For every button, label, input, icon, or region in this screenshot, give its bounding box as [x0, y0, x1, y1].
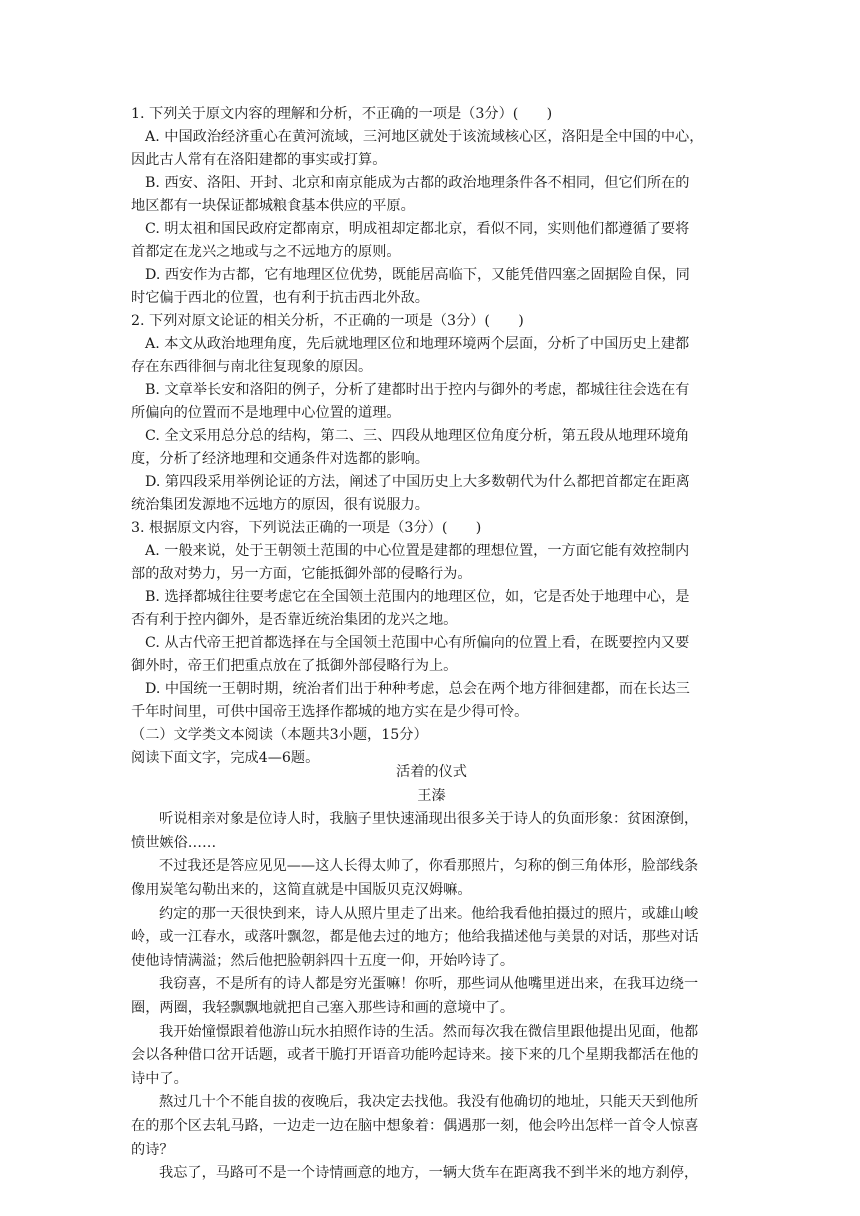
text-line: A. 本文从政治地理角度，先后就地理区位和地理环境两个层面，分析了中国历史上建都 [145, 336, 690, 352]
text-line: 度，分析了经济地理和交通条件对选都的影响。 [131, 451, 429, 467]
text-line: 地区都有一块保证都城粮食基本供应的平原。 [131, 198, 415, 214]
text-line: （二）文学类文本阅读（本题共3小题，15分） [131, 727, 428, 743]
text-line: D. 第四段采用举例论证的方法，阐述了中国历史上大多数朝代为什么都把首都定在距离 [145, 474, 690, 490]
text-line: 我忘了，马路可不是一个诗情画意的地方，一辆大货车在距离我不到半米的地方刹停， [159, 1165, 699, 1182]
story-section [131, 761, 732, 1186]
text-line: 时它偏于西北的位置，也有利于抗击西北外敌。 [131, 290, 429, 306]
text-line: 御外时，帝王们把重点放在了抵御外部侵略行为上。 [131, 658, 458, 674]
text-line: 像用炭笔勾勒出来的，这简直就是中国版贝克汉姆嘛。 [131, 881, 472, 898]
text-line: 2. 下列对原文论证的相关分析，不正确的一项是（3分）( ) [131, 313, 524, 329]
story-title: 活着的仪式 [396, 764, 467, 780]
text-line: 圈，两圈，我轻飘飘地就把自己塞入那些诗和画的意境中了。 [131, 999, 515, 1016]
text-line: 约定的那一天很快到来，诗人从照片里走了出来。他给我看他拍摄过的照片，或雄山峻 [159, 905, 699, 922]
questions-section [131, 103, 731, 770]
text-line: 1. 下列关于原文内容的理解和分析，不正确的一项是（3分）( ) [131, 106, 553, 122]
text-line: 3. 根据原文内容，下列说法正确的一项是（3分）( ) [131, 520, 482, 536]
text-line: 统治集团发源地不远地方的原因，很有说服力。 [131, 497, 429, 513]
text-line: D. 中国统一王朝时期，统治者们出于种种考虑，总会在两个地方徘徊建都，而在长达三 [145, 681, 690, 697]
text-line: 愤世嫉俗…… [131, 834, 217, 851]
text-line: A. 一般来说，处于王朝领土范围的中心位置是建都的理想位置，一方面它能有效控制内 [145, 543, 690, 559]
text-line: 我窃喜，不是所有的诗人都是穷光蛋嘛！你听，那些词从他嘴里迸出来，在我耳边绕一 [159, 976, 699, 993]
text-line: 所偏向的位置而不是地理中心位置的道理。 [131, 405, 401, 421]
text-line: C. 明太祖和国民政府定都南京，明成祖却定都北京，看似不同，实则他们都遵循了要将 [145, 221, 690, 237]
text-line: 存在东西徘徊与南北往复现象的原因。 [131, 359, 373, 375]
text-line: 千年时间里，可供中国帝王选择作都城的地方实在是少得可怜。 [131, 704, 529, 720]
text-line: 阅读下面文字，完成4—6题。 [131, 750, 320, 766]
text-line: B. 西安、洛阳、开封、北京和南京能成为古都的政治地理条件各不相同，但它们所在的 [145, 175, 690, 191]
text-line: 诗中了。 [131, 1070, 188, 1087]
text-line: 岭，或一江春水，或落叶飘忽，都是他去过的地方；他给我描述他与美景的对话，那些对话 [131, 929, 699, 946]
text-line: 否有利于控内御外，是否靠近统治集团的龙兴之地。 [131, 612, 458, 628]
text-line: 不过我还是答应见见——这人长得太帅了，你看那照片，匀称的倒三角体形，脸部线条 [159, 858, 699, 875]
text-line: 首都定在龙兴之地或与之不远地方的原则。 [131, 244, 401, 260]
text-line: B. 文章举长安和洛阳的例子，分析了建都时出于控内与御外的考虑，都城往往会选在有 [145, 382, 690, 398]
story-body [131, 808, 732, 1186]
text-line: 部的敌对势力，另一方面，它能抵御外部的侵略行为。 [131, 566, 472, 582]
text-line: 因此古人常有在洛阳建都的事实或打算。 [131, 152, 387, 168]
text-line: 听说相亲对象是位诗人时，我脑子里快速涌现出很多关于诗人的负面形象：贫困潦倒， [159, 811, 699, 828]
story-author: 王溱 [417, 787, 446, 804]
text-line: 熬过几十个不能自拔的夜晚后，我决定去找他。我没有他确切的地址，只能天天到他所 [159, 1094, 699, 1111]
text-line: 的诗？ [131, 1141, 174, 1158]
text-line: 使他诗情满溢；然后他把脸朝斜四十五度一仰，开始吟诗了。 [131, 952, 515, 969]
text-line: B. 选择都城往往要考虑它在全国领土范围内的地理区位，如，它是否处于地理中心，是 [145, 589, 690, 605]
text-line: C. 全文采用总分总的结构，第二、三、四段从地理区位角度分析，第五段从地理环境角 [145, 428, 690, 444]
text-line: 会以各种借口岔开话题，或者干脆打开语音功能吟起诗来。接下来的几个星期我都活在他的 [131, 1047, 699, 1064]
text-line: C. 从古代帝王把首都选择在与全国领土范围中心有所偏向的位置上看，在既要控内又要 [145, 635, 690, 651]
text-line: A. 中国政治经济重心在黄河流域，三河地区就处于该流域核心区，洛阳是全中国的中心， [145, 129, 704, 145]
text-line: D. 西安作为古都，它有地理区位优势，既能居高临下，又能凭借四塞之固据险自保，同 [145, 267, 690, 283]
text-line: 我开始憧憬跟着他游山玩水拍照作诗的生活。然而每次我在微信里跟他提出见面，他都 [159, 1023, 699, 1040]
text-line: 在的那个区去轧马路，一边走一边在脑中想象着：偶遇那一刻，他会吟出怎样一首令人惊喜 [131, 1117, 699, 1134]
